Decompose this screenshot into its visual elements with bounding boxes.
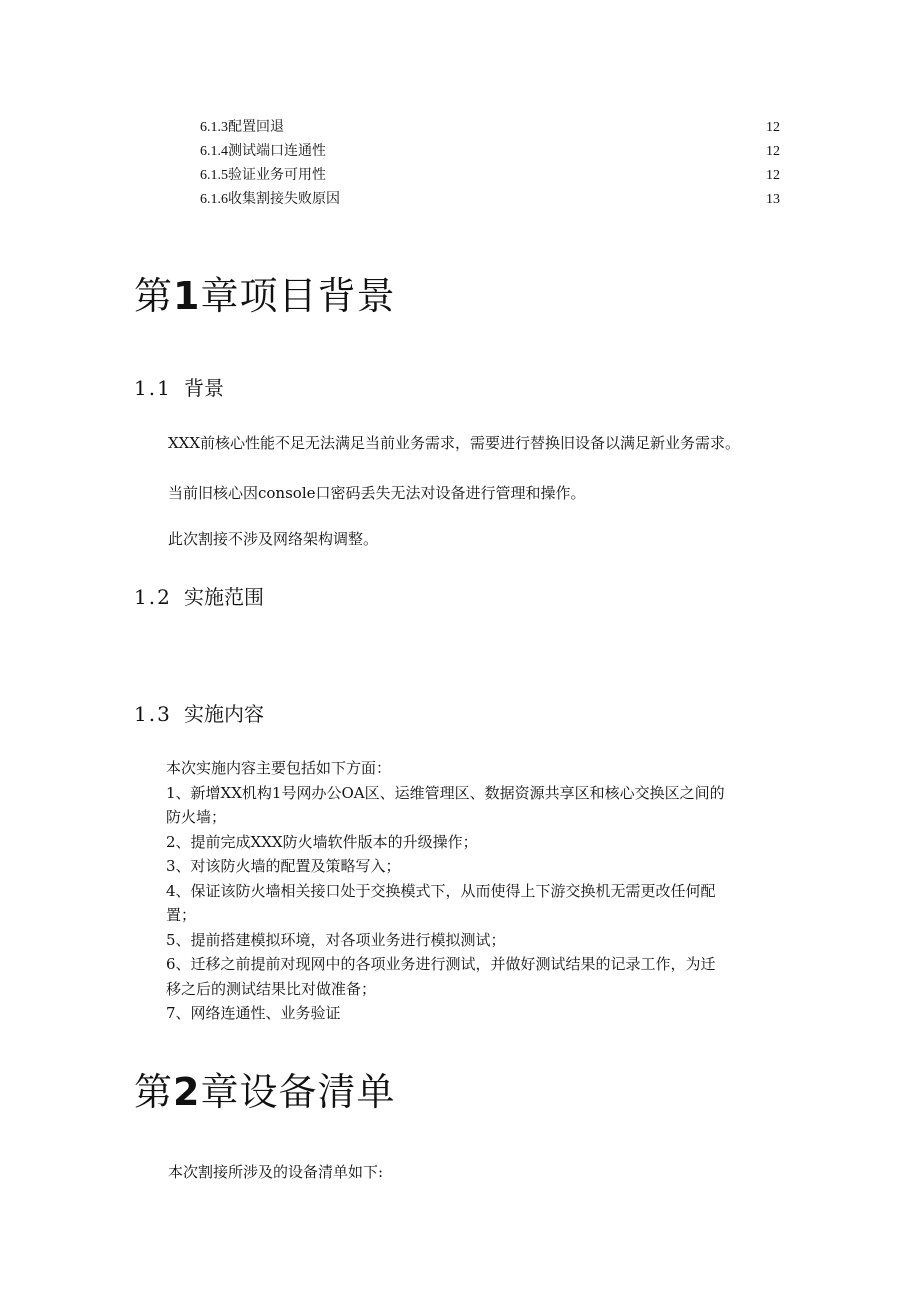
equipment-list-intro: 本次割接所涉及的设备清单如下:: [168, 1163, 384, 1181]
section-1-3-title: [134, 700, 264, 728]
list-line: 6、迁移之前提前对现网中的各项业务进行测试，并做好测试结果的记录工作，为迁: [166, 955, 716, 973]
toc-entry-label: 6.1.6收集割接失败原因: [200, 192, 340, 207]
background-paragraph-1: XXX前核心性能不足无法满足当前业务需求，需要进行替换旧设备以满足新业务需求。: [168, 434, 741, 452]
toc-entry-label: 6.1.4测试端口连通性: [200, 144, 326, 159]
chapter-2-number: 2: [173, 1070, 201, 1114]
section-1-1-number: 1.1: [134, 376, 172, 400]
section-1-3-name: 实施内容: [184, 702, 264, 726]
list-line: 3、对该防火墙的配置及策略写入；: [166, 857, 401, 875]
section-1-1-title: [134, 374, 224, 402]
section-1-2-name: 实施范围: [184, 585, 264, 609]
toc-entry-page: 12: [766, 144, 780, 159]
list-line: 移之后的测试结果比对做准备；: [166, 979, 377, 998]
toc-entry[interactable]: [200, 140, 780, 164]
list-line: 5、提前搭建模拟环境，对各项业务进行模拟测试；: [166, 930, 506, 949]
chapter-1-title: [134, 272, 395, 320]
chapter-1-number: 1: [173, 274, 201, 318]
section-1-3-number: 1.3: [134, 702, 172, 726]
section-1-2-title: [134, 583, 264, 611]
list-line: 防火墙；: [166, 808, 227, 826]
section-1-1-name: 背景: [184, 376, 224, 400]
background-paragraph-2: 当前旧核心因console口密码丢失无法对设备进行管理和操作。: [168, 484, 586, 502]
background-paragraph-3: 此次割接不涉及网络架构调整。: [168, 530, 379, 548]
list-line: 本次实施内容主要包括如下方面：: [166, 759, 392, 777]
chapter-2-title: [134, 1068, 395, 1116]
toc-entry[interactable]: [200, 188, 780, 212]
list-line: 1、新增XX机构1号网办公OA区、运维管理区、数据资源共享区和核心交换区之间的: [166, 783, 725, 802]
list-line: 4、保证该防火墙相关接口处于交换模式下，从而使得上下游交换机无需更改任何配: [166, 881, 716, 900]
toc-entry[interactable]: [200, 116, 780, 140]
toc-entry[interactable]: [200, 164, 780, 188]
toc-entry-label: 6.1.3配置回退: [200, 120, 284, 135]
chapter-2-prefix: 第: [134, 1070, 174, 1114]
toc-entry-page: 13: [766, 192, 780, 207]
list-line: 置；: [166, 906, 197, 924]
chapter-2-name: 章设备清单: [200, 1070, 396, 1114]
chapter-1-name: 章项目背景: [200, 274, 396, 318]
list-line: 7、网络连通性、业务验证: [166, 1004, 341, 1022]
chapter-1-prefix: 第: [134, 274, 174, 318]
table-of-contents: [200, 116, 780, 212]
toc-entry-page: 12: [766, 120, 780, 135]
list-line: 2、提前完成XXX防火墙软件版本的升级操作；: [166, 832, 478, 851]
toc-entry-label: 6.1.5验证业务可用性: [200, 168, 326, 183]
implementation-content-list: [166, 756, 796, 1026]
section-1-2-number: 1.2: [134, 585, 172, 609]
toc-entry-page: 12: [766, 168, 780, 183]
